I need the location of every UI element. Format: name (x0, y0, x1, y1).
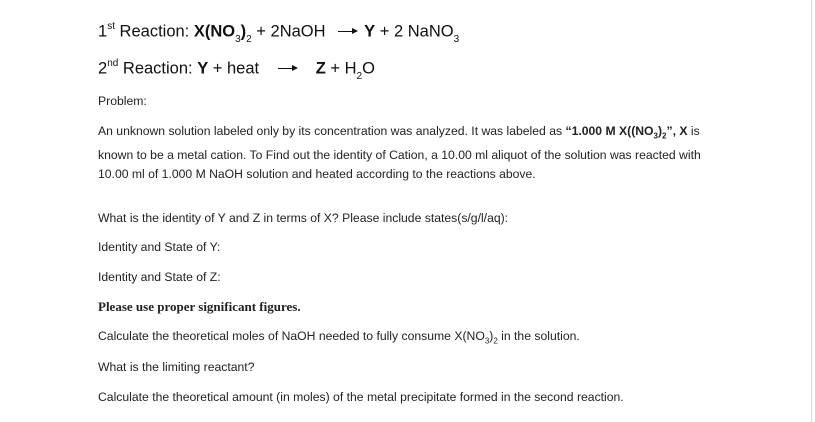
reaction-2-number: 2 (98, 59, 108, 78)
reaction-2-ordinal: nd (107, 58, 119, 69)
question-naoh-moles-sub2: 2 (493, 336, 498, 346)
question-naoh-moles-text: Calculate the theoretical moles of NaOH needed to fully consume X(NO (98, 329, 485, 343)
reaction-2-equation (98, 59, 375, 81)
question-naoh-moles-sub: 3 (484, 336, 490, 346)
problem-label-quote: ”, (666, 124, 680, 138)
problem-label-sub: 3 (653, 131, 658, 141)
question-identity-y: Identity and State of Y: (98, 240, 221, 254)
question-naoh-moles-tail: in the solution. (497, 329, 580, 343)
problem-label-sub2: 2 (662, 131, 667, 141)
reaction-1-reactant-sub2: 2 (246, 33, 252, 45)
reaction-1-ordinal: st (107, 21, 115, 32)
reaction-1-equation (98, 22, 459, 44)
question-limiting-reactant: What is the limiting reactant? (98, 360, 255, 374)
reaction-1-product-sub: 3 (453, 33, 460, 45)
reaction-2-label: Reaction: (118, 59, 198, 78)
reaction-arrow-icon (338, 27, 358, 37)
problem-text-1: An unknown solution labeled only by its concentration was analyzed. It was labeled as (98, 124, 566, 138)
reaction-1-number: 1 (98, 22, 108, 41)
reaction-1-reactant-sub: 3 (235, 33, 241, 45)
page-edge-line (811, 0, 812, 422)
reaction-2-product-z: Z (315, 59, 326, 78)
problem-label-bold: “1.000 M X((NO (565, 124, 654, 138)
reaction-2-reactant-y: Y (197, 59, 209, 78)
problem-x-bold: X (679, 124, 688, 138)
problem-label: Problem: (98, 94, 147, 108)
problem-label-close: ) (657, 124, 663, 138)
reaction-1-product-y: Y (364, 22, 376, 41)
significant-figures-note: Please use proper significant figures. (98, 299, 301, 314)
question-naoh-moles-close: ) (489, 329, 494, 343)
reaction-2-reactant-tail: + heat (208, 59, 260, 78)
reaction-2-product-rest: + H (325, 59, 357, 78)
reaction-1-label: Reaction: (114, 22, 194, 41)
reaction-1-reactant-tail: + 2NaOH (251, 22, 326, 41)
question-precipitate: Calculate the theoretical amount (in moles) of the metal precipitate formed in the second reaction. (98, 390, 624, 404)
question-identity: What is the identity of Y and Z in terms of X? Please include states(s/g/l/aq): (98, 211, 509, 225)
reaction-1-product-rest: + 2 NaNO (375, 22, 454, 41)
problem-paragraph (98, 122, 718, 183)
problem-text-2: is known to be a metal cation. To Find out the identity of Cation, a 10.00 ml aliquot of the solution was reacted with 10.00 ml of 1.000 M NaOH solution and heated according to the reactions above. (98, 124, 701, 181)
reaction-1-reactant-close: ) (240, 22, 247, 41)
reaction-2-product-sub: 2 (356, 70, 363, 82)
question-naoh-moles (98, 327, 580, 351)
reaction-1-reactant: X(NO (193, 22, 236, 41)
reaction-arrow-icon (278, 64, 298, 74)
question-identity-z: Identity and State of Z: (98, 270, 221, 284)
reaction-2-product-tail: O (362, 59, 375, 78)
